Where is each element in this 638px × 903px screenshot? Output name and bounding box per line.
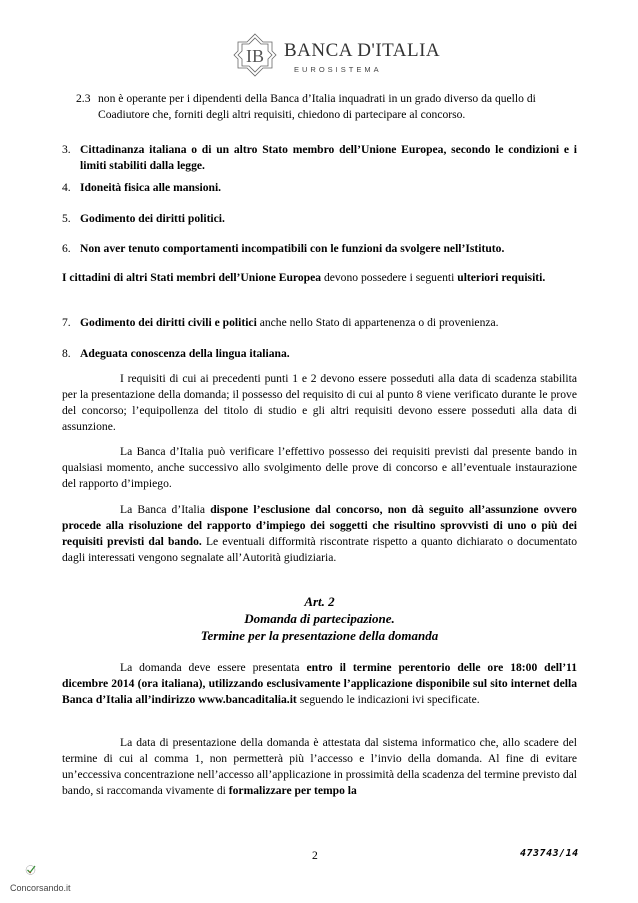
list-number: 4. [62, 181, 71, 194]
article-number: Art. 2 [304, 594, 335, 609]
article-subtitle: Termine per la presentazione della domanda [200, 628, 439, 643]
normal-text: Le eventuali difformità riscontrate rispetto a quanto dichiarato o documentato dagli interessati vengono segnalate all’Autorità giudiziaria. [62, 535, 577, 564]
brand-subtitle: EUROSISTEMA [294, 65, 382, 74]
svg-text:IB: IB [246, 46, 264, 66]
bank-logo-icon [232, 32, 278, 78]
list-number: 6. [62, 242, 71, 255]
list-item-3 [0, 142, 638, 176]
list-item-7 [0, 315, 638, 333]
document-code: 473743/14 [520, 848, 579, 859]
bold-text: Godimento dei diritti civili e politici [80, 316, 257, 329]
bold-text: formalizzare per tempo la [228, 784, 357, 797]
bold-text: entro il termine perentorio delle ore 18:00 dell’11 dicembre 2014 (ora italiana), utilizzando esclusivamente l’applicazione disponibile sul sito internet della Banca d’Italia all’indirizzo www.bancaditalia.it [62, 661, 578, 706]
concorsando-logo-icon [24, 862, 54, 884]
list-text: Idoneità fisica alle mansioni. [80, 181, 222, 194]
normal-text: devono possedere i seguenti [321, 271, 458, 284]
application-deadline-paragraph [62, 660, 577, 708]
list-number: 8. [62, 347, 71, 360]
list-number: 5. [62, 212, 71, 225]
article-title: Domanda di partecipazione. [244, 611, 395, 626]
list-item-5 [0, 211, 638, 229]
bank-header [232, 32, 441, 80]
normal-text: seguendo le indicazioni ivi specificate. [296, 693, 480, 706]
eu-citizens-paragraph [62, 270, 577, 286]
list-item-4 [0, 180, 638, 198]
list-item-6 [0, 241, 638, 259]
bold-text: dispone l’esclusione dal concorso, non dà seguito all’assunzione ovvero procede alla risoluzione del rapporto d’impiego dei soggetti che risultino sprovvisti di uno o più dei requisiti previsti dal bando. [62, 503, 577, 548]
list-text: Adeguata conoscenza della lingua italiana. [80, 347, 290, 360]
list-item-8 [0, 346, 638, 364]
bold-text: I cittadini di altri Stati membri dell’Unione Europea [62, 271, 322, 284]
brand-name: BANCA D'ITALIA [284, 40, 441, 61]
list-text: non è operante per i dipendenti della Banca d’Italia inquadrati in un grado diverso da quello di Coadiutore che, forniti degli altri requisiti, chiedono di partecipare al concorso. [98, 92, 536, 121]
list-text: Cittadinanza italiana o di un altro Stato membro dell’Unione Europea, secondo le condizioni e i limiti stabiliti dalla legge. [80, 143, 577, 172]
list-item-2-3 [76, 91, 576, 125]
page-number: 2 [312, 849, 318, 862]
list-number: 3. [62, 143, 71, 156]
normal-text: anche nello Stato di appartenenza o di provenienza. [256, 316, 499, 329]
list-number: 2.3 [76, 92, 91, 105]
normal-text: La domanda deve essere presentata [120, 661, 307, 674]
verification-paragraph: La Banca d’Italia può verificare l’effettivo possesso dei requisiti previsti dal presente bando in qualsiasi momento, anche successivo allo svolgimento delle prove di concorso e all’eventuale instaurazione del rapporto d’impiego. [62, 445, 577, 490]
watermark-text: Concorsando.it [10, 883, 71, 893]
normal-text: La Banca d’Italia [120, 503, 211, 516]
list-text: Non aver tenuto comportamenti incompatibili con le funzioni da svolgere nell’Istituto. [80, 242, 505, 255]
list-text: Godimento dei diritti politici. [80, 212, 225, 225]
bold-text: ulteriori requisiti. [457, 271, 546, 284]
normal-text: La data di presentazione della domanda è attestata dal sistema informatico che, allo scadere del termine di cui al comma 1, non permetterà più l’accesso e l’invio della domanda. Al fine di evitare un’eccessiva concentrazione nell’accesso all’applicazione in prossimità della scadenza del termine previsto dal bando, si raccomanda vivamente di [62, 736, 577, 797]
requirements-timing-paragraph: I requisiti di cui ai precedenti punti 1 e 2 devono essere posseduti alla data di scadenza stabilita per la presentazione della domanda; il possesso del requisito di cui al punto 8 viene verificato durante le prove del concorso; l’equipollenza del titolo di studio e gli altri requisiti devono essere posseduti alla data di assunzione. [62, 372, 577, 433]
exclusion-paragraph [62, 502, 577, 566]
article-heading [62, 593, 577, 644]
submission-date-paragraph [62, 735, 577, 799]
list-number: 7. [62, 316, 71, 329]
